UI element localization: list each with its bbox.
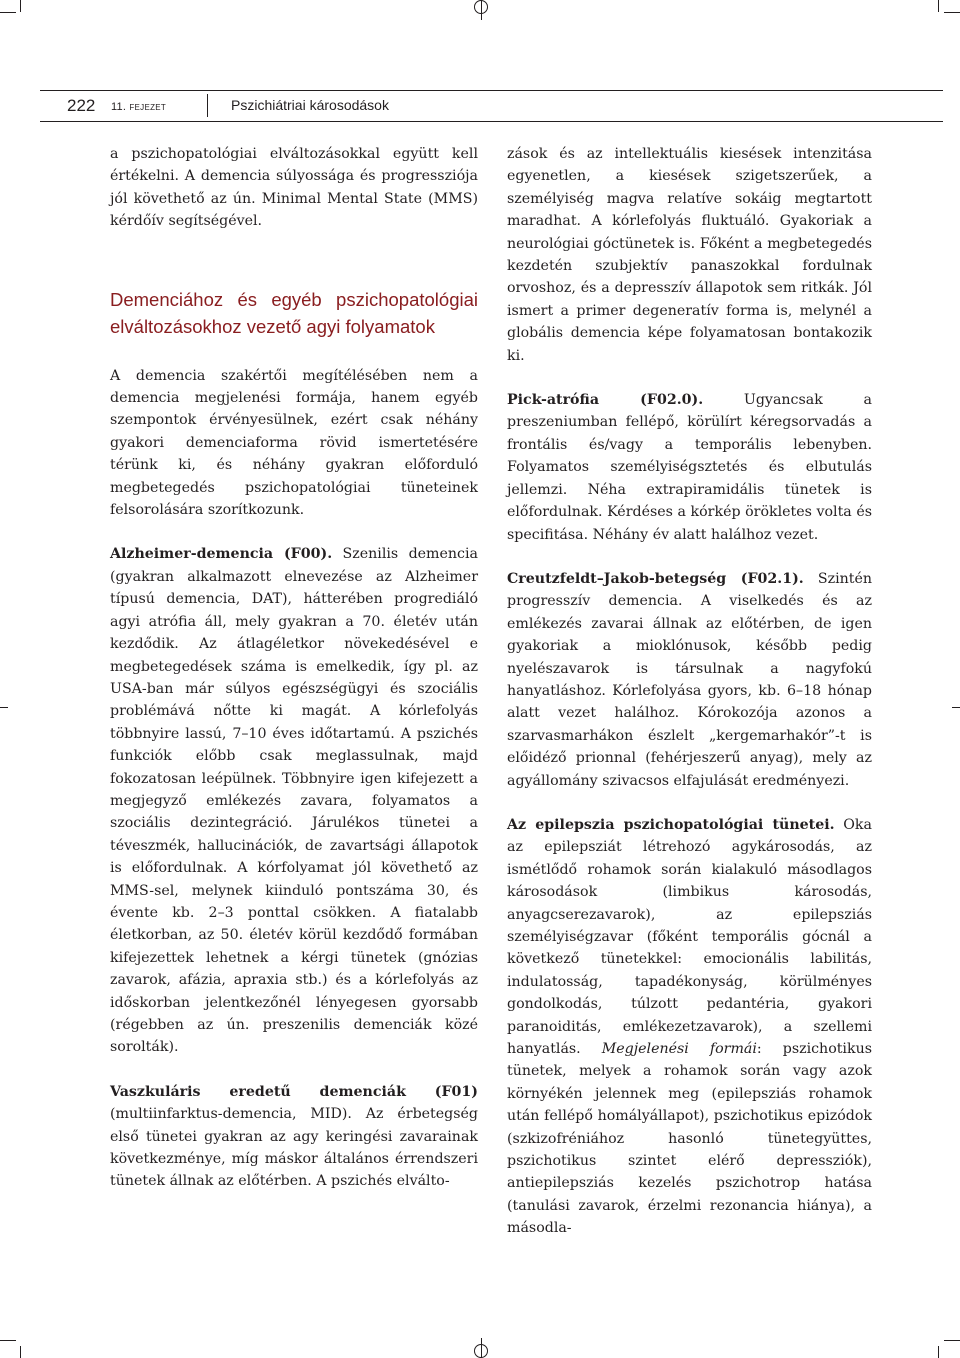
chapter-label	[111, 101, 166, 113]
epilepsy-text-continued: : pszichotikus tünetek, melyek a rohamok során vagy azok környékén jelennek meg (epilepsziás rohamok után fellépő homályállapot), pszichotikus epizódok (szkizofréniához hasonló tünetegyüttes, pszichotikus szintet elérő depressziók), antiepilepsziás kezelés pszichotrop hatása (tanulási zavarok, érzelmi rezonancia hiánya), a másodla-	[507, 1041, 872, 1237]
chapter-word: FEJEZET	[129, 103, 167, 112]
running-title: Pszichiátriai károsodások	[231, 97, 389, 113]
epilepsy-heading: Az epilepszia pszichopatológiai tünetei.	[507, 816, 835, 833]
header-separator	[207, 94, 208, 117]
header-top-rule	[40, 90, 943, 91]
vascular-text: (multiinfarktus-demencia, MID). Az érbetegség első tünetei gyakran az agy keringési zavarainak következménye, míg máskor általános érrendszeri tünetek állnak az előtérben. A pszichés elválto-	[110, 1106, 478, 1190]
alzheimer-paragraph	[110, 543, 478, 1058]
left-column	[110, 143, 478, 1193]
registration-mark	[474, 0, 488, 14]
crop-mark	[20, 1346, 21, 1358]
pick-text: Ugyancsak a preszeniumban fellépő, körülírt kéregsorvadás a frontális és/vagy a temporális lebenyben. Folyamatos személyiségsztetés és elbutulás jellemzi. Néha extrapiramidális tünetek is előfordulnak. Kérdéses a kórkép örökletes volta és specifitása. Néhány év alatt halálhoz vezet.	[507, 392, 872, 543]
pick-paragraph	[507, 389, 872, 546]
epilepsy-italic-term: Megjelenési formái	[601, 1041, 757, 1058]
cjd-text: Szintén progresszív demencia. A viselkedés és az emlékezés zavarai állnak az előtérben, de igen gyakoriak a mioklónusok, később pedig nyelészavarok is társulnak a nagyfokú hanyatláshoz. Kórlefolyása gyors, kb. 6–18 hónap alatt vezet halálhoz. Kórokozója azonos a szarvasmarhákon észlelt „kergemarhakór”-t is előidéző prionnal (fehérjeszerű anyag), mely az agyállomány szivacsos elfajulását eredményezi.	[507, 570, 872, 789]
crop-mark	[0, 1340, 16, 1341]
alzheimer-text: Szenilis demencia (gyakran alkalmazott elnevezése az Alzheimer típusú demencia, DAT), hátterében progrediáló agyi atrófia áll, mely gyakran a 70. életév után kezdődik. Az átlagéletkor növekedésével e megbetegedések száma is emelkedik, így pl. az USA-ban már súlyos egészségügyi és szociális problémává nőtte ki magát. A kórlefolyás többnyire lassú, 7–10 éves időtartamú. A pszichés funkciók előbb csak meglassulnak, majd fokozatosan leépülnek. Többnyire igen kifejezett a megjegyző emlékezés zavara, folyamatos a szociális dezintegráció. Járulékos tünetei a téveszmék, hallucinációk, de zavartsági állapotok is előfordulnak. A kórfolyamat jól követhető az MMS-sel, melynek kiinduló pontszáma 30, és évente kb. 2–3 ponttal csökken. A fiatalabb életkorban, az 50. életév körül kezdődő formában kifejezettek lehetnek a kérgi tünetek (gnózias zavarok, afázia, apraxia stb.) és a kórlefolyás az időskorban jelentkezőnél lényegesen gyorsabb (régebben az ún. preszenilis demenciák közé sorolták).	[110, 546, 478, 1056]
crop-mark	[944, 1340, 960, 1341]
alzheimer-heading: Alzheimer-demencia (F00).	[110, 546, 333, 563]
vascular-paragraph	[110, 1081, 478, 1193]
epilepsy-text: Oka az epilepsziát létrehozó agykárosodás, az ismétlődő rohamok során kialakuló másodlagos károsodások (limbikus károsodás, anyagcserezavarok), az epilepsziás személyiségzavar (főként temporális gócnál a következő tünetekkel: emocionális labilitás, indulatosság, tapadékonyság, körülményes gondolkodás, túlzott pedantéria, gyakori paranoiditás, emlékezetzavarok), a szellemi hanyatlás.	[507, 816, 872, 1058]
crop-mark	[20, 0, 21, 12]
chapter-number: 11.	[111, 101, 127, 113]
right-column	[507, 143, 872, 1240]
crop-mark	[938, 0, 939, 12]
vascular-continuation: zások és az intellektuális kiesések intenzitása egyenetlen, a kiesések szigetszerűek, a személyiség magva relatíve sokáig megtartott maradhat. A kórlefolyás fluktuáló. Gyakoriak a neurológiai góctünetek is. Főként a megbetegedés kezdetén szubjektív panaszokkal fordulnak orvoshoz, és a depresszív állapotok sem ritkák. Jól ismert a primer degeneratív forma is, melynél a globális demencia képe folyamatosan bontakozik ki.	[507, 146, 872, 364]
crop-mark	[0, 12, 16, 13]
running-header	[40, 90, 943, 122]
section-intro-paragraph: A demencia szakértői megítélésében nem a demencia megjelenési formája, hanem egyéb szempontok érvényesülnek, ezért csak néhány gyakori demenciaforma rövid ismertetésére térünk ki, és néhány gyakran előforduló megbetegedés pszichopatológiai tüneteinek felsorolására szorítkozunk.	[110, 367, 478, 519]
cjd-paragraph	[507, 568, 872, 792]
section-heading: Demenciához és egyéb pszichopatológiai elváltozásokhoz vezető agyi folyamatok	[110, 288, 478, 337]
crop-mark	[944, 12, 960, 13]
crop-mark	[0, 707, 8, 708]
registration-mark	[474, 1344, 488, 1358]
crop-mark	[952, 707, 960, 708]
cjd-heading: Creutzfeldt–Jakob-betegség (F02.1).	[507, 570, 804, 587]
header-bottom-rule	[40, 121, 943, 122]
intro-continuation: a pszichopatológiai elváltozásokkal együtt kell értékelni. A demencia súlyossága és progressziója jól követhető az ún. Minimal Mental State (MMS) kérdőív segítségével.	[110, 146, 478, 230]
epilepsy-paragraph	[507, 814, 872, 1240]
pick-heading: Pick-atrófia (F02.0).	[507, 392, 704, 409]
crop-mark	[938, 1346, 939, 1358]
page-number: 222	[67, 96, 96, 115]
vascular-heading: Vaszkuláris eredetű demenciák (F01)	[110, 1083, 478, 1100]
